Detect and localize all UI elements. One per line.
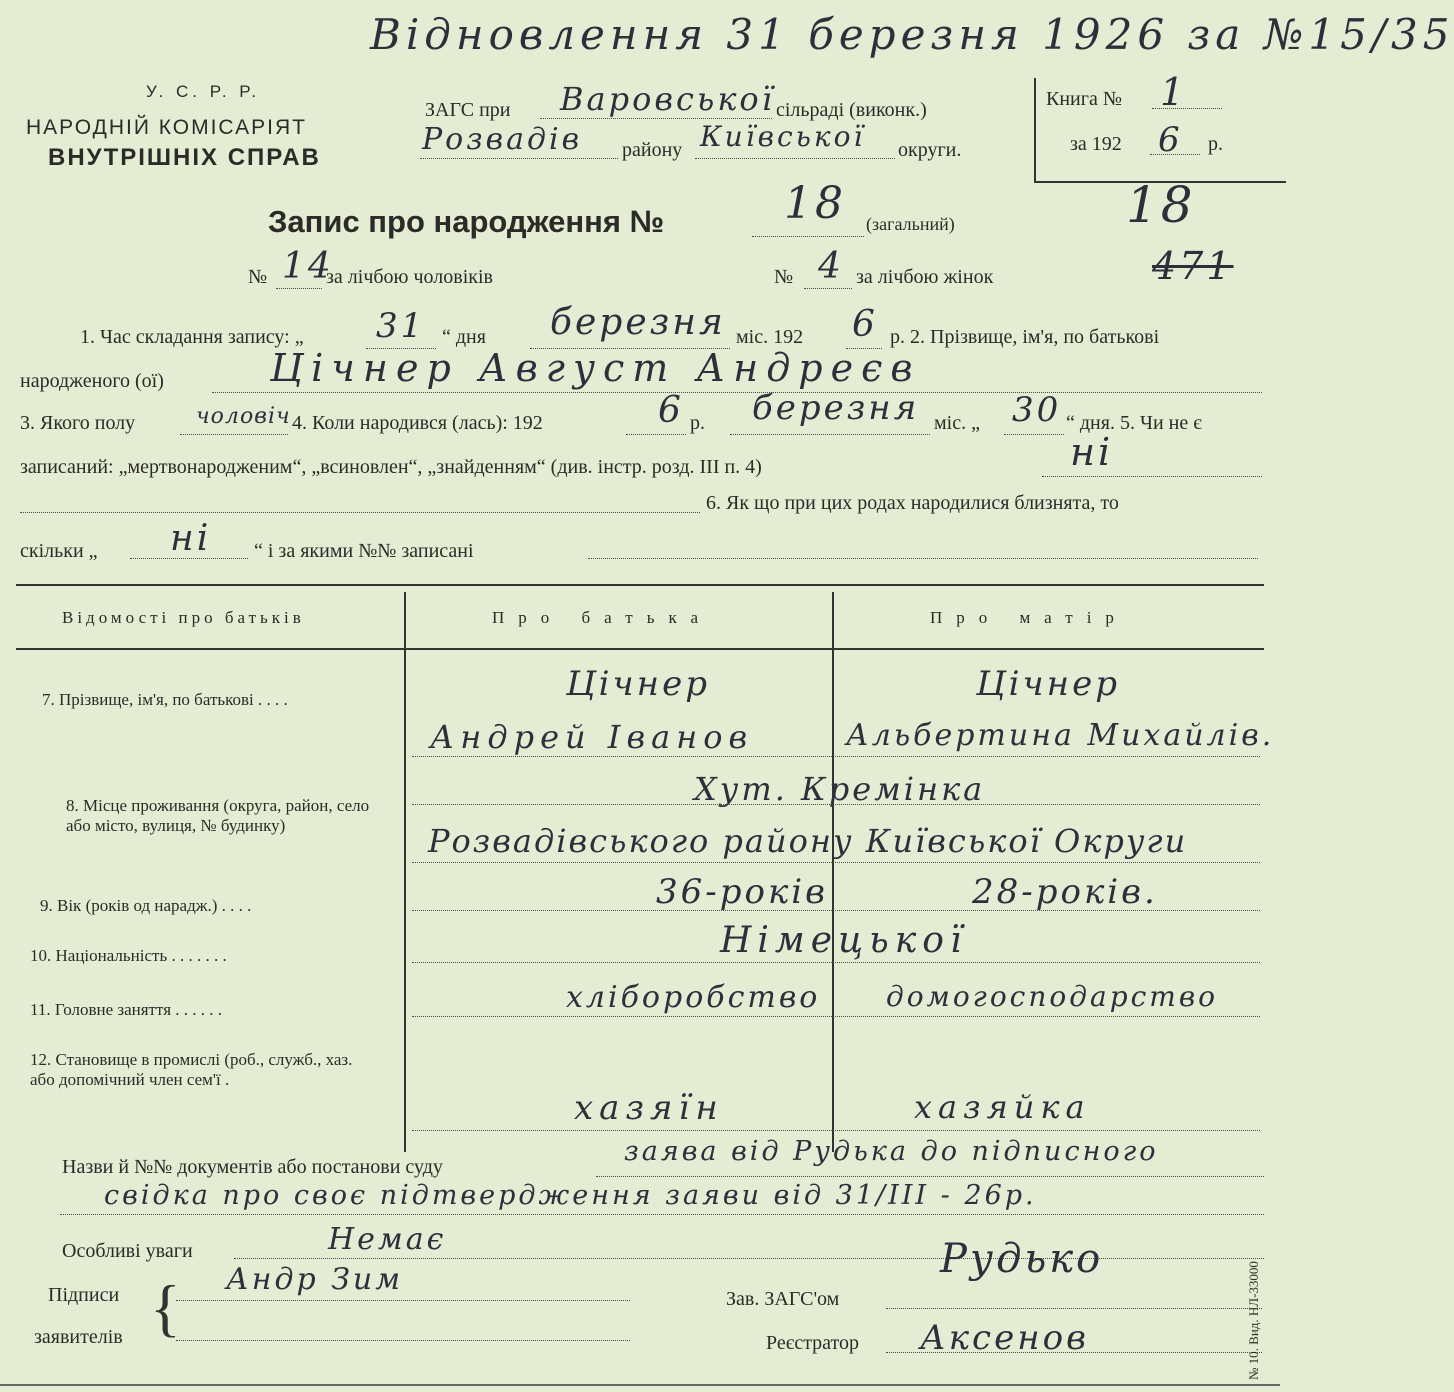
male-number-line (276, 288, 322, 289)
book-label: Книга № (1046, 88, 1122, 110)
row-10-value: Німецької (720, 920, 968, 961)
male-label: за лічбою чоловіків (326, 266, 493, 288)
side-print: № 10. Вид. НЛ-33000 (1246, 1261, 1261, 1380)
docs-line-2 (60, 1214, 1264, 1215)
field-5-line (1042, 476, 1262, 477)
registrar-line (886, 1352, 1262, 1353)
ussr-label: У. С. Р. Р. (146, 82, 261, 101)
field-6b-end: “ і за якими №№ записані (254, 540, 474, 562)
table-top-border (16, 584, 1264, 586)
book-year-digit: 6 (1158, 120, 1183, 160)
field-1-year: 6 (852, 304, 878, 345)
row-9-line (412, 910, 1260, 911)
okrug-value: Київської (700, 120, 866, 153)
table-divider-2 (832, 592, 834, 1152)
district-value: Розвадів (422, 122, 583, 157)
field-4-year-line (626, 434, 686, 435)
book-year-line (1150, 154, 1200, 155)
docs-line-1 (596, 1176, 1264, 1177)
table-divider-1 (404, 592, 406, 1152)
female-prefix: № (774, 266, 794, 288)
male-number: 14 (282, 246, 334, 287)
special-line (234, 1258, 1264, 1259)
head-label: Зав. ЗАГС'ом (726, 1288, 840, 1310)
row-8-line-2 (412, 862, 1260, 863)
field-1-end: р. 2. Прізвище, ім'я, по батькові (890, 326, 1160, 348)
docs-value-2: свідка про своє підтвердження заяви від 31/ІІІ - 26р. (104, 1180, 1037, 1211)
registrar-label: Реєстратор (766, 1332, 860, 1354)
district-line (420, 158, 618, 159)
book-year-prefix: за 192 (1070, 133, 1122, 155)
field-6b-line (588, 558, 1258, 559)
row-8-label: 8. Місце проживання (округа, район, село або місто, вулиця, № будинку) (66, 796, 370, 835)
field-2-label: народженого (ої) (20, 370, 164, 392)
field-6-line (130, 558, 248, 559)
applicant-line-1 (176, 1300, 630, 1301)
row-7-father-name: Андрей Іванов (430, 718, 754, 756)
bottom-edge (0, 1384, 1280, 1386)
field-3-value: чоловіч (196, 404, 291, 429)
field-1-day: 31 (376, 306, 426, 346)
table-header-mother: Про матір (930, 608, 1128, 627)
docs-label: Назви й №№ документів або постанови суду (62, 1156, 443, 1178)
field-4-label: 4. Коли народився (лась): 192 (292, 412, 543, 434)
row-10-label: 10. Національність . . . . . . . (30, 946, 227, 965)
field-6-value: ні (170, 518, 212, 559)
row-11-label: 11. Головне заняття . . . . . . (30, 1000, 223, 1019)
row-11-line (412, 1016, 1260, 1017)
row-7-father-surname: Цічнер (566, 664, 710, 704)
row-8-value-1: Хут. Кремінка (694, 770, 986, 808)
row-12-line (412, 1130, 1260, 1131)
commissariat-label: НАРОДНІЙ КОМІСАРІЯТ (26, 116, 307, 139)
book-number-line (1152, 108, 1222, 109)
okrug-label: округи. (898, 139, 962, 161)
handwritten-top-note: Відновлення 31 березня 1926 за №15/35 (370, 10, 1454, 59)
applicants-label: заявителів (34, 1326, 123, 1348)
field-1-label: 1. Час складання запису: „ (80, 326, 304, 348)
field-5-line-2 (20, 512, 700, 513)
special-value: Немає (328, 1222, 447, 1257)
special-label: Особливі уваги (62, 1240, 193, 1262)
docs-value: заява від Рудька до підписного (624, 1136, 1159, 1167)
table-header-parents: Відомості про батьків (62, 608, 305, 627)
field-4-year: 6 (658, 390, 684, 431)
table-header-border (16, 648, 1264, 650)
field-4-r: р. (690, 412, 705, 434)
row-7-line (412, 756, 1260, 757)
book-number: 1 (1160, 70, 1188, 114)
record-title: Запис про народження № (268, 204, 665, 239)
field-3-line (180, 434, 288, 435)
row-12-mother: хазяйка (914, 1088, 1091, 1126)
record-general: (загальний) (866, 214, 955, 234)
field-1-year-label: міс. 192 (736, 326, 804, 348)
row-9-mother: 28-років. (972, 872, 1158, 912)
row-9-label: 9. Вік (років од нарадж.) . . . . (40, 896, 252, 915)
signatures-label: Підписи (48, 1284, 120, 1306)
field-5-label: записаний: „мертвонародженим“, „всиновлен“, „знайденням“ (див. інстр. розд. III п. 4) (20, 456, 762, 478)
table-header-father: Про батька (492, 608, 713, 627)
female-number-line (804, 288, 852, 289)
row-7-mother-surname: Цічнер (976, 664, 1120, 704)
record-margin-number: 18 (1126, 176, 1196, 234)
okrug-line (695, 158, 895, 159)
field-5-value: ні (1070, 430, 1114, 474)
field-6-label: 6. Як що при цих родах народилися близнята, то (706, 492, 1119, 514)
female-label: за лічбою жінок (856, 266, 994, 288)
head-signature: Рудько (940, 1236, 1104, 1282)
field-1-month: березня (550, 302, 726, 343)
zags-village-line (540, 118, 772, 119)
zags-village-value: Варовської (560, 80, 775, 118)
internal-affairs-label: ВНУТРІШНІХ СПРАВ (48, 144, 321, 171)
male-prefix: № (248, 266, 268, 288)
row-12-label: 12. Становище в промислі (роб., служб., хаз. або допомічний член сем'ї . (30, 1050, 353, 1089)
zags-suffix: сільраді (виконк.) (776, 99, 927, 121)
field-4-month: березня (752, 388, 920, 428)
field-4-mis: міс. „ (934, 412, 980, 434)
field-3-label: 3. Якого полу (20, 412, 136, 434)
row-9-father: 36-років (656, 872, 828, 912)
field-4-day: 30 (1012, 390, 1062, 430)
record-number: 18 (784, 178, 846, 229)
registrar-signature: Аксенов (920, 1318, 1089, 1358)
field-1-mid: “ дня (442, 326, 486, 348)
female-number: 4 (818, 246, 844, 287)
applicant-line-2 (176, 1340, 630, 1341)
field-4-day-line (1004, 434, 1064, 435)
row-8-value-2: Розвадівського району Київської Округи (428, 822, 1188, 860)
row-7-label: 7. Прізвище, ім'я, по батькові . . . . (42, 690, 288, 709)
row-7-mother-name: Альбертина Михайлів. (846, 718, 1275, 753)
field-4-end: “ дня. 5. Чи не є (1066, 412, 1202, 434)
row-10-line (412, 962, 1260, 963)
record-margin-struck: 471 (1152, 244, 1234, 288)
row-12-father: хазяїн (574, 1088, 724, 1128)
row-11-father: хліборобство (566, 980, 821, 1015)
head-line (886, 1308, 1262, 1309)
district-label: району (622, 139, 683, 161)
field-4-month-line (730, 434, 930, 435)
record-number-line (752, 236, 864, 237)
field-6b-label: скільки „ (20, 540, 98, 562)
row-8-line-1 (412, 804, 1260, 805)
applicant-signature: Андр Зим (226, 1262, 404, 1297)
zags-prefix: ЗАГС при (425, 99, 511, 121)
applicants-brace: { (150, 1272, 181, 1343)
row-11-mother: домогосподарство (886, 980, 1219, 1013)
field-2-line (212, 392, 1262, 393)
field-2-value: Цічнер Август Андреєв (270, 346, 921, 390)
book-year-suffix: р. (1208, 133, 1223, 155)
